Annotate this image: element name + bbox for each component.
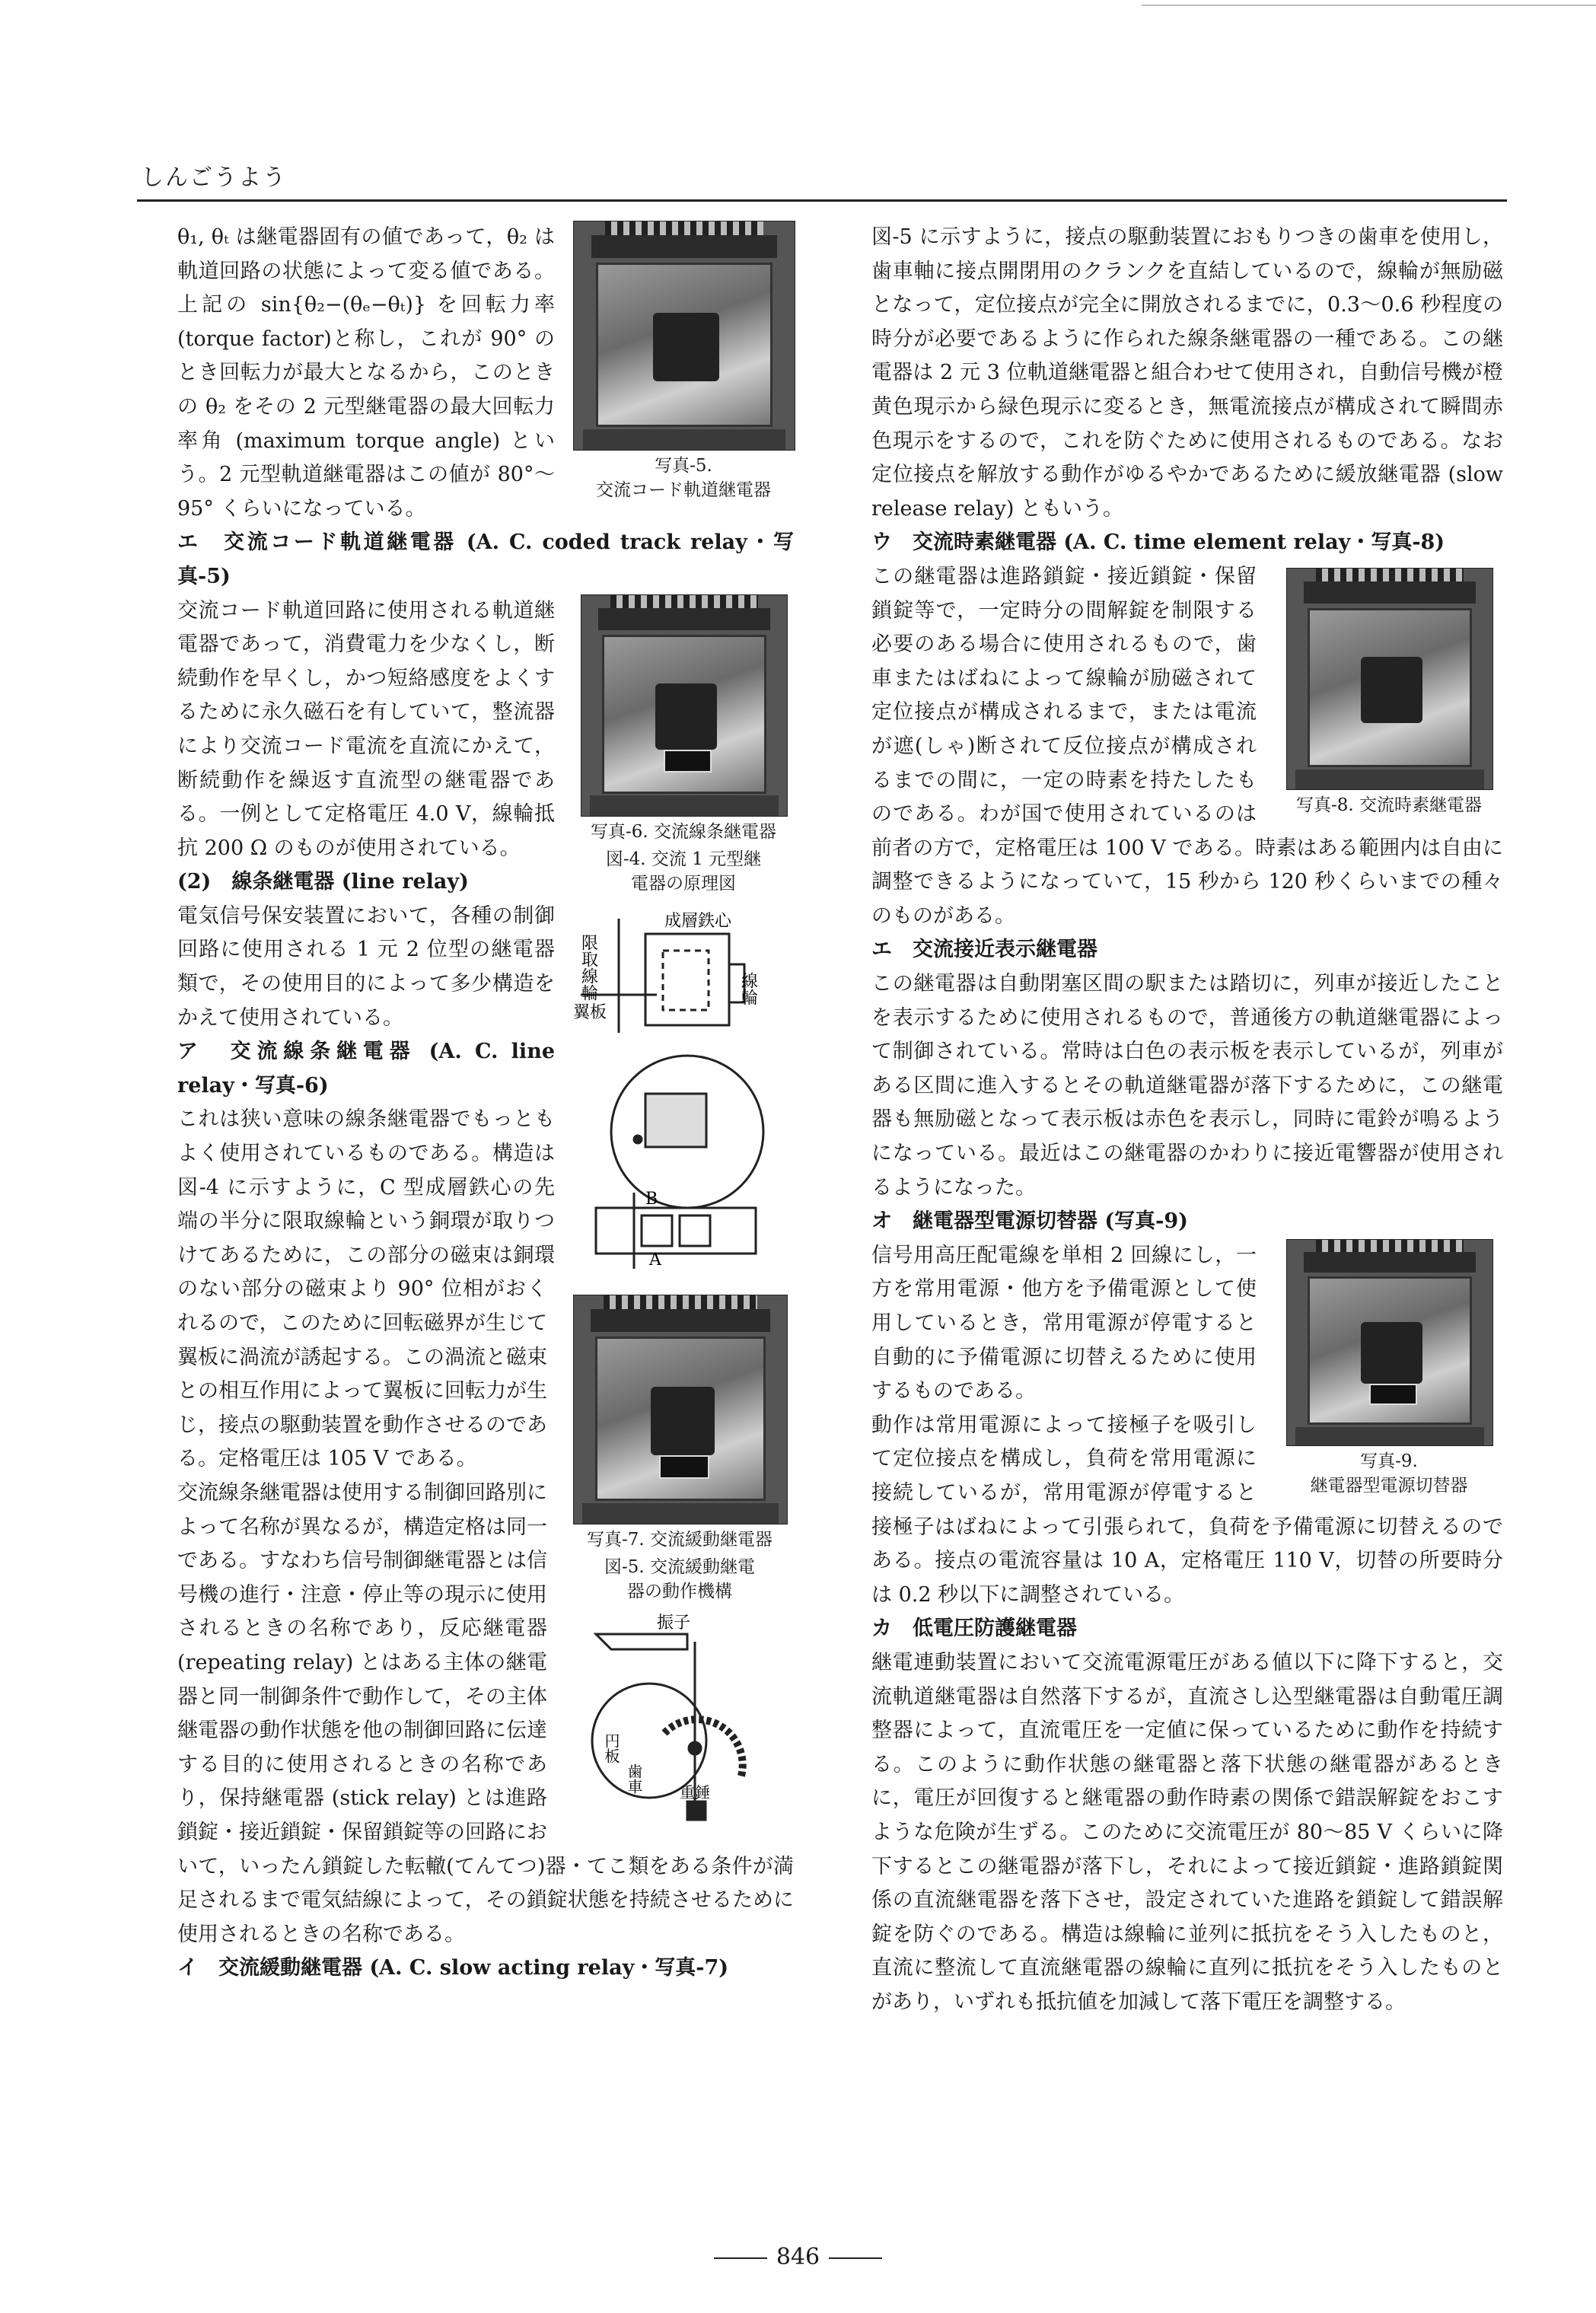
page-number-dash-right [829,2257,882,2259]
photo8-figure [1275,560,1503,825]
heading-coded-track-relay: エ 交流コード軌道継電器 (A. C. coded track relay・写真-5) [177,530,794,588]
top-border [1142,5,1596,6]
right-column [871,221,1503,2019]
running-header: しんごうよう [141,164,287,191]
photo6-figure [573,594,794,1295]
right-paragraph-power-1: 信号用高圧配電線を単相 2 回線にし，一方を常用電源・他方を予備電源として使用しているとき，常用電源が停電すると自動的に予備電源に切替えるために使用するものである。 [871,1243,1257,1403]
right-paragraph-low-voltage: 継電連動装置において交流電源電圧がある値以下に降下すると，交流軌道継電器は自然落下するが，直流さし込型継電器は自動電圧調整器によって，直流電圧を一定値に保っているために動作を持続する。このように動作状態の継電器と落下状態の継電器があるときに，電圧が回復すると継電器の動作時素の関係で錯誤解錠をおこすような危険が生ずる。このために交流電圧が 80〜85 V くらいに降下するとこの継電器が落下し，それによって接近鎖錠・進路鎖錠関係の直流継電器を落下させ，設定されていた進路を鎖錠して錯誤解錠を防ぐのである。構造は線輪に並列に抵抗をそう入したものと，直流に整流して直流継電器の線輪に直列に抵抗をそう入したものとがあり，いずれも抵抗値を加減して落下電圧を調整する。 [871,1650,1503,2014]
fig5-label-weight: 重錘 [680,1783,710,1802]
right-paragraph-1: 図-5 に示すように，接点の駆動装置におもりつきの歯車を使用し，歯車軸に接点開閉用のクランクを直結しているので，線輪が無励磁となって，定位接点が完全に開放されるまでに，0.3〜0.6 秒程度の時分が必要であるように作られた線条継電器の一種である。この継電器は 2 元 3 位軌道継電器と組合わせて使用され，自動信号機が橙黄色現示から緑色現示に変るとき，無電流接点が構成されて瞬間赤色現示をするので，これを防ぐために使用されるものである。なお定位接点を解放する動作がゆるやかであるために緩放継電器 (slow release relay) ともいう。 [871,225,1503,521]
figure-5-diagram [565,1611,763,1824]
photo-7-caption: 写真-7. 交流緩動継電器 [586,1530,773,1550]
figure-4-diagram [573,903,771,1284]
left-paragraph-ac-line-1: これは狭い意味の線条継電器でもっともよく使用されているものである。構造は図-4 に示すように，C 型成層鉄心の先端の半分に限取線輪という銅環が取りつけてあるために，この部分の磁束は銅環のない部分の磁束より 90° 位相がおくれるので，このために回転磁界が生じて翼板に渦流が誘起する。この渦流と磁束との相互作用によって翼板に回転力が生じ，接点の駆動装置を動作させるのである。定格電圧は 105 V である。 [177,1107,555,1471]
fig4-label-A: A [649,1250,661,1270]
fig5-label-gear: 歯車 [625,1763,643,1795]
heading-slow-acting-relay: イ 交流緩動継電器 (A. C. slow acting relay・写真-7) [177,1956,729,1980]
figure-4-caption: 図-4. 交流 1 元型継 電器の原理図 [605,849,762,894]
photo-8-caption: 写真-8. 交流時素継電器 [1295,795,1483,815]
fig4-label-B: B [645,1189,658,1209]
fig4-label-vane: 翼板 [573,1002,607,1022]
page-number-dash-left [714,2257,767,2259]
page-number [0,2244,1596,2270]
right-paragraph-time-element: この継電器は進路鎖錠・接近鎖錠・保留鎖錠等で，一定時分の間解錠を制限する必要のある場合に使用されるもので，歯車またはばねによって線輪が励磁されて定位接点が構成されるまで，または電流が遮(しゃ)断されて反位接点が構成されるまでの間に，一定の時素を持たしたものである。わが国で使用されているのは前者の方で，定格電圧は 100 V である。時素はある範囲内は自由に調整できるようになっていて，15 秒から 120 秒くらいまでの種々のものがある。 [871,564,1503,928]
heading-ac-line-relay: ア 交流線条継電器 (A. C. line relay・写真-6) [177,1040,555,1098]
heading-power-changeover: オ 継電器型電源切替器 (写真-9) [871,1209,1188,1234]
photo-9-caption: 写真-9. 継電器型電源切替器 [1310,1451,1468,1496]
heading-time-element-relay: ウ 交流時素継電器 (A. C. time element relay・写真-8) [871,530,1445,555]
fig5-label-disc: 円板 [602,1733,620,1764]
photo5-figure [573,221,794,510]
photo-6-image [581,594,788,817]
left-paragraph-ac-line-2: 交流線条継電器は使用する制御回路別によって名称が異なるが，構造定格は同一である。すなわち信号制御継電器とは信号機の進行・注意・停止等の現示に使用されるときの名称であり，反応継電器 (repeating relay) とはある主体の継電器と同一制御条件で動作して，その主体継電器の動作状態を他の制御回路に伝達する目的に使用されるときの名称であり，保持継電器 (stick relay) とは進路鎖錠・接近鎖錠・保留鎖錠等の回路において，いったん鎖錠した転轍(てんてつ)器・てこ類をある条件が満足されるまで電気結線によって，その鎖錠状態を持続させるために使用されるときの名称である。 [177,1480,794,1946]
photo-9-image [1286,1239,1493,1446]
right-paragraph-approach: この継電器は自動閉塞区間の駅または踏切に，列車が接近したことを表示するために使用されるもので，普通後方の軌道継電器によって制御されている。常時は白色の表示板を表示しているが，列車がある区間に進入するとその軌道継電器が落下するために，この継電器も無励磁となって表示板は赤色を表示し，同時に電鈴が鳴るようになっている。最近はこの継電器のかわりに接近電響器が使用されるようになった。 [871,972,1503,1200]
photo9-figure [1275,1239,1503,1505]
left-column [177,221,794,1986]
figure-5-caption: 図-5. 交流緩動継電 器の動作機構 [604,1557,756,1602]
fig4-label-winding: 線輪 [738,971,758,1005]
right-paragraph-power-2: 動作は常用電源によって接極子を吸引して定位接点を構成し，負荷を常用電源に接続しているが，常用電源が停電すると接極子はばねによって引張られて，負荷を予備電源に切替えるのである。接点の電流容量は 10 A，定格電圧 110 V，切替の所要時分は 0.2 秒以下に調整されている。 [871,1413,1503,1607]
photo-5-image [573,221,795,451]
header-rule [137,199,1507,202]
heading-approach-indicator-relay: エ 交流接近表示継電器 [871,938,1097,962]
fig4-label-core: 成層鉄心 [664,911,732,931]
heading-line-relay: (2) 線条継電器 (line relay) [177,870,469,894]
left-paragraph-coded: 交流コード軌道回路に使用される軌道継電器であって，消費電力を少なくし，断続動作を早くし，かつ短絡感度をよくするために永久磁石を有していて，整流器により交流コード電流を直流にかえて，断続動作を繰返す直流型の継電器である。一例として定格電圧 4.0 V，線輪抵抗 200 Ω のものが使用されている。 [177,598,555,860]
fig4-label-coil: 限取線輪 [578,933,598,1001]
photo-6-caption: 写真-6. 交流線条継電器 [590,821,777,842]
photo-7-image [573,1295,788,1524]
left-paragraph-line-relay: 電気信号保安装置において，各種の制御回路に使用される 1 元 2 位型の継電器類で，その使用目的によって多少構造をかえて使用されている。 [177,903,555,1030]
heading-low-voltage-protection: カ 低電圧防護継電器 [871,1617,1077,1641]
left-paragraph-1: θ₁, θₜ は継電器固有の値であって，θ₂ は軌道回路の状態によって変る値である。上記の sin{θ₂−(θₑ−θₜ)} を回転力率(torque factor)と称し，これが 90° のとき回転力が最大となるから，このときの θ₂ をその 2 元型継電器の最大回転力率角 (maximum torque angle) という。2 元型軌道継電器はこの値が 80°〜95° くらいになっている。 [177,225,555,521]
fig5-label-pendulum: 振子 [657,1614,691,1633]
photo7-figure [565,1295,794,1836]
photo-5-caption: 写真-5. 交流コード軌道継電器 [596,456,771,500]
photo-8-image [1286,568,1493,790]
page-number-text: 846 [776,2244,820,2270]
